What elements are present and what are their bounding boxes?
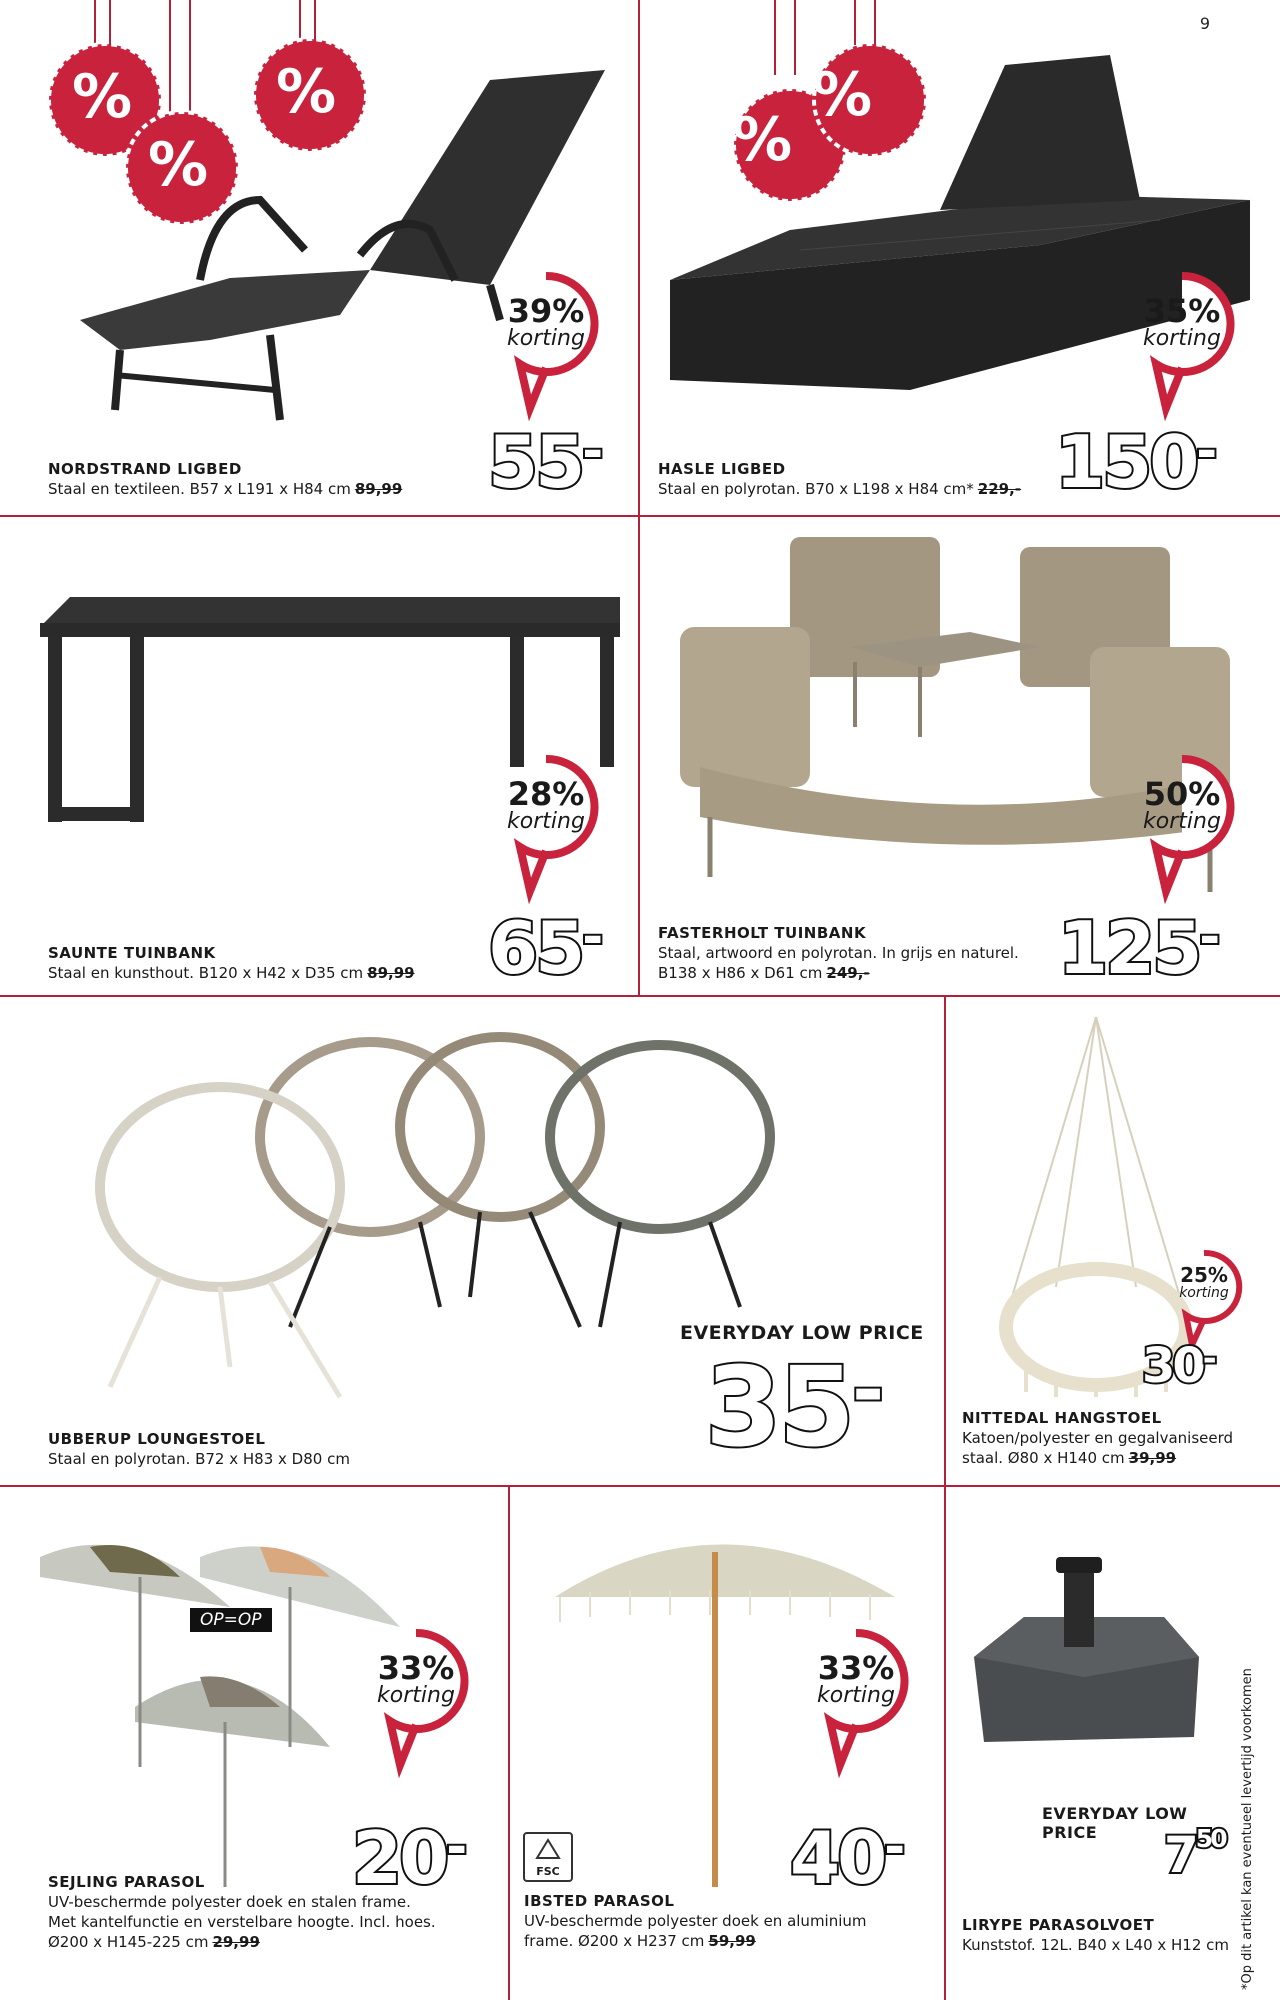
product-title: LIRYPE PARASOLVOET xyxy=(962,1916,1155,1934)
discount-badge xyxy=(490,751,602,901)
product-spec-line-2 xyxy=(524,1931,867,1951)
price xyxy=(1055,420,1215,504)
discount-badge xyxy=(1126,268,1238,418)
page-number: 9 xyxy=(1199,14,1210,33)
discount-label: korting xyxy=(507,326,585,351)
product-spec: Kunststof. 12L. B40 x L40 x H12 cm xyxy=(962,1936,1230,1954)
everyday-low-price-tag: EVERYDAY LOW PRICE xyxy=(680,1322,924,1344)
product-spec-line-1: Katoen/polyester en gegalvaniseerd xyxy=(962,1429,1234,1447)
price-value: 7 xyxy=(1164,1826,1196,1884)
everyday-low-price-tag: EVERYDAY LOW PRICE xyxy=(1042,1804,1188,1842)
product-cell-saunte xyxy=(0,517,638,995)
product-spec-line-2 xyxy=(962,1448,1233,1468)
discount-label: korting xyxy=(1143,809,1221,834)
discount-label: korting xyxy=(1179,1285,1229,1301)
product-cell-fasterholt xyxy=(640,517,1280,995)
product-spec: B138 x H86 x D61 cm xyxy=(658,964,823,982)
discount-label: korting xyxy=(1143,326,1221,351)
price-value: 35 xyxy=(705,1343,853,1471)
product-spec-line-1: Staal, artwoord en polyrotan. In grijs en naturel. xyxy=(658,944,1019,962)
product-cell-sejling xyxy=(0,1487,508,2000)
product-desc xyxy=(48,1449,350,1469)
discount-percent: 33% xyxy=(817,1649,895,1687)
price xyxy=(705,1343,882,1471)
product-cell-ubberup xyxy=(0,997,944,1485)
product-spec-line-2: Met kantelfunctie en verstelbare hoogte. Incl. hoes. xyxy=(48,1913,436,1931)
price xyxy=(1058,906,1218,990)
price-dash: - xyxy=(1202,1339,1214,1378)
price-dash: - xyxy=(582,907,601,966)
old-price: 39,99 xyxy=(1128,1449,1177,1467)
product-spec: Staal en kunsthout. B120 x H42 x D35 cm xyxy=(48,964,364,982)
product-desc xyxy=(658,479,1021,499)
price-dash: - xyxy=(1196,421,1215,480)
product-desc xyxy=(48,1892,436,1952)
discount-badge xyxy=(1164,1247,1244,1347)
product-cell-nordstrand xyxy=(0,0,638,515)
price xyxy=(1142,1338,1214,1394)
product-title: FASTERHOLT TUINBANK xyxy=(658,924,867,942)
price xyxy=(488,906,601,990)
fsc-logo xyxy=(523,1832,573,1882)
product-spec: Staal en textileen. B57 x L191 x H84 cm xyxy=(48,480,351,498)
discount-percent: 39% xyxy=(507,292,585,330)
product-desc xyxy=(658,943,1019,983)
product-spec: staal. Ø80 x H140 cm xyxy=(962,1449,1125,1467)
product-cell-nittedal xyxy=(946,997,1280,1485)
product-spec: Staal en polyrotan. B70 x L198 x H84 cm* xyxy=(658,480,974,498)
product-spec: Ø200 x H145-225 cm xyxy=(48,1933,209,1951)
product-title: SAUNTE TUINBANK xyxy=(48,944,216,962)
discount-badge xyxy=(490,268,602,418)
product-title: NORDSTRAND LIGBED xyxy=(48,460,242,478)
percent-tag-2: % xyxy=(148,130,209,200)
old-price: 229,- xyxy=(977,480,1022,498)
product-title: UBBERUP LOUNGESTOEL xyxy=(48,1430,266,1448)
price-dash: - xyxy=(884,1817,903,1876)
price-value: 30 xyxy=(1142,1338,1203,1394)
product-cell-ibsted xyxy=(510,1487,944,2000)
op-op-badge: OP=OP xyxy=(190,1608,272,1632)
product-title: NITTEDAL HANGSTOEL xyxy=(962,1409,1162,1427)
product-desc xyxy=(524,1911,867,1951)
price-value: 150 xyxy=(1055,420,1197,504)
percent-tag-2: % xyxy=(812,60,873,130)
product-spec-line-2 xyxy=(658,963,1019,983)
price xyxy=(488,420,601,504)
product-spec-line-1: UV-beschermde polyester doek en stalen frame. xyxy=(48,1893,411,1911)
discount-label: korting xyxy=(377,1683,455,1708)
price xyxy=(790,1816,903,1900)
price-cents: 50 xyxy=(1195,1824,1225,1853)
discount-percent: 33% xyxy=(377,1649,455,1687)
product-cell-hasle xyxy=(640,0,1280,515)
discount-badge xyxy=(360,1625,472,1775)
product-cell-lirype xyxy=(946,1487,1246,2000)
discount-badge xyxy=(1126,751,1238,901)
price-dash: - xyxy=(852,1346,882,1435)
product-spec-line-3 xyxy=(48,1932,436,1952)
discount-badge xyxy=(800,1625,912,1775)
discount-percent: 50% xyxy=(1143,775,1221,813)
discount-percent: 28% xyxy=(507,775,585,813)
old-price: 249,- xyxy=(826,964,870,982)
fsc-label: FSC xyxy=(536,1865,560,1878)
percent-tag-1: % xyxy=(72,62,133,132)
product-spec-line-1: UV-beschermde polyester doek en aluminium xyxy=(524,1912,867,1930)
product-desc xyxy=(48,479,402,499)
discount-label: korting xyxy=(507,809,585,834)
product-spec: Staal en polyrotan. B72 x H83 x D80 cm xyxy=(48,1450,350,1468)
product-desc xyxy=(962,1428,1233,1468)
product-title: SEJLING PARASOL xyxy=(48,1873,205,1891)
delivery-footnote: *Op dit artikel kan eventueel levertijd voorkomen xyxy=(1240,1668,1255,1990)
discount-percent: 35% xyxy=(1143,292,1221,330)
price-value: 55 xyxy=(488,420,583,504)
percent-tag-3: % xyxy=(276,57,337,127)
product-desc xyxy=(962,1935,1229,1955)
price-value: 65 xyxy=(488,906,583,990)
price-value: 40 xyxy=(790,1816,885,1900)
product-spec: frame. Ø200 x H237 cm xyxy=(524,1932,705,1950)
price xyxy=(352,1816,465,1900)
old-price: 29,99 xyxy=(212,1933,260,1951)
product-desc xyxy=(48,963,415,983)
price xyxy=(1164,1824,1225,1884)
product-title: HASLE LIGBED xyxy=(658,460,786,478)
old-price: 89,99 xyxy=(354,480,403,498)
lounger-image xyxy=(60,50,560,420)
discount-percent: 25% xyxy=(1180,1263,1228,1287)
discount-label: korting xyxy=(817,1683,895,1708)
price-value: 125 xyxy=(1058,906,1200,990)
price-dash: - xyxy=(446,1817,465,1876)
old-price: 89,99 xyxy=(367,964,415,982)
old-price: 59,99 xyxy=(708,1932,756,1950)
price-dash: - xyxy=(1199,907,1218,966)
parasol-base-image xyxy=(964,1537,1204,1797)
product-title: IBSTED PARASOL xyxy=(524,1892,675,1910)
price-dash: - xyxy=(582,421,601,480)
price-value: 20 xyxy=(352,1816,447,1900)
percent-tag-1: % xyxy=(732,105,793,175)
